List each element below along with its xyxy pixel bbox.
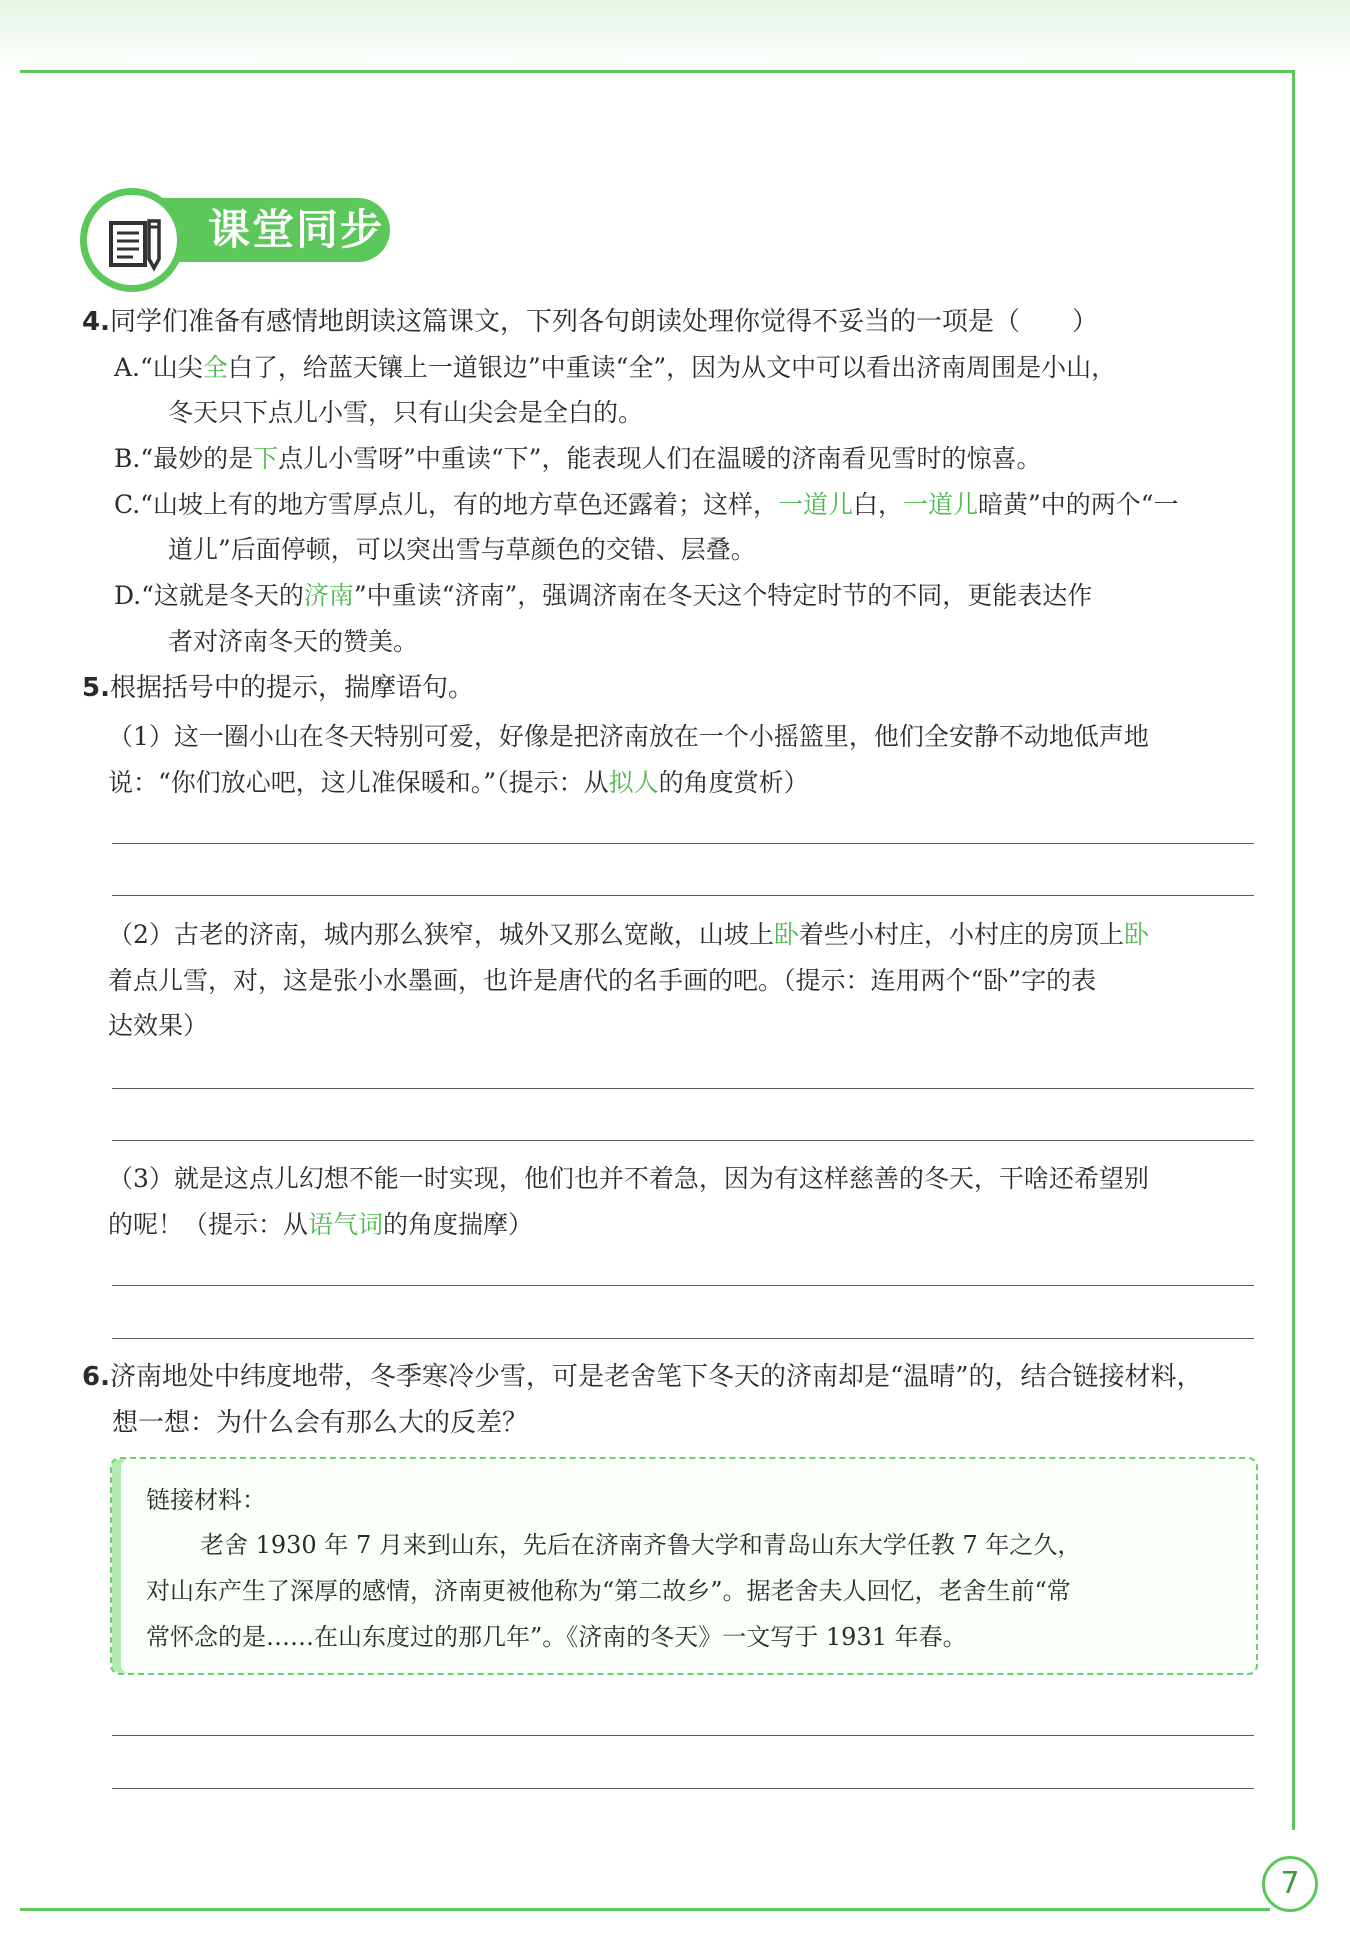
page-number-badge <box>1262 1856 1318 1912</box>
question-6-stem-line2: 想一想：为什么会有那么大的反差？ <box>112 1408 529 1438</box>
q4-option-c-line2: 道儿”后面停顿，可以突出雪与草颜色的交错、层叠。 <box>168 535 756 564</box>
answer-line[interactable] <box>112 1338 1254 1339</box>
link-material-line-1: 老舍 1930 年 7 月来到山东，先后在济南齐鲁大学和青岛山东大学任教 7 年之久， <box>200 1531 1082 1559</box>
top-band <box>0 0 1350 70</box>
q5-sentence-3: （3）就是这点儿幻想不能一时实现，他们也并不着急，因为有这样慈善的冬天，干啥还希望别 <box>108 1164 1149 1193</box>
q4-option-d-line2: 者对济南冬天的赞美。 <box>168 627 419 656</box>
page-number: 7 <box>1280 1866 1300 1901</box>
question-6-stem: 6.济南地处中纬度地带，冬季寒冷少雪，可是老舍笔下冬天的济南却是“温晴”的，结合链接材料， <box>82 1362 1203 1392</box>
q5-sentence-2-line3: 达效果） <box>108 1011 209 1040</box>
notebook-pencil-icon <box>105 213 165 273</box>
answer-line[interactable] <box>112 1285 1254 1286</box>
answer-line[interactable] <box>112 1088 1254 1089</box>
q5-sentence-1-line2: 说：“你们放心吧，这儿准保暖和。”（提示：从拟人的角度赏析） <box>108 768 809 797</box>
q5-sentence-3-line2: 的呢！（提示：从语气词的角度揣摩） <box>108 1210 534 1239</box>
section-title: 课堂同步 <box>208 205 385 254</box>
link-material-line-3: 常怀念的是……在山东度过的那几年”。《济南的冬天》一文写于 1931 年春。 <box>146 1623 967 1651</box>
frame-bottom-line <box>20 1908 1270 1911</box>
section-header-badge <box>80 188 184 292</box>
q4-option-a: A.“山尖全白了，给蓝天镶上一道银边”中重读“全”，因为从文中可以看出济南周围是小山， <box>114 353 1117 382</box>
answer-line[interactable] <box>112 843 1254 844</box>
q5-sentence-1: （1）这一圈小山在冬天特别可爱，好像是把济南放在一个小摇篮里，他们全安静不动地低声地 <box>108 722 1149 751</box>
section-header <box>80 188 390 298</box>
answer-line[interactable] <box>112 1788 1254 1789</box>
q5-sentence-2: （2）古老的济南，城内那么狭窄，城外又那么宽敞，山坡上卧着些小村庄，小村庄的房顶上卧 <box>108 920 1149 949</box>
answer-line[interactable] <box>112 1735 1254 1736</box>
q4-option-a-line2: 冬天只下点儿小雪，只有山尖会是全白的。 <box>168 398 644 427</box>
q5-sentence-2-line2: 着点儿雪，对，这是张小水墨画，也许是唐代的名手画的吧。（提示：连用两个“卧”字的表 <box>108 966 1097 995</box>
question-5-stem: 5.根据括号中的提示，揣摩语句。 <box>82 673 474 703</box>
frame-right-line <box>1292 70 1295 1830</box>
q4-option-b: B.“最妙的是下点儿小雪呀”中重读“下”，能表现人们在温暖的济南看见雪时的惊喜。 <box>114 444 1042 473</box>
link-material-line-2: 对山东产生了深厚的感情，济南更被他称为“第二故乡”。据老舍夫人回忆，老舍生前“常 <box>146 1577 1071 1605</box>
answer-line[interactable] <box>112 895 1254 896</box>
link-material-title: 链接材料： <box>146 1486 266 1514</box>
q4-option-c: C.“山坡上有的地方雪厚点儿，有的地方草色还露着；这样，一道儿白，一道儿暗黄”中的两个“一 <box>114 490 1179 519</box>
frame-top-line <box>20 70 1295 73</box>
question-4-stem: 4.同学们准备有感情地朗读这篇课文，下列各句朗读处理你觉得不妥当的一项是（ ） <box>82 307 1098 337</box>
answer-line[interactable] <box>112 1140 1254 1141</box>
q4-option-d: D.“这就是冬天的济南”中重读“济南”，强调济南在冬天这个特定时节的不同，更能表达作 <box>114 581 1093 610</box>
